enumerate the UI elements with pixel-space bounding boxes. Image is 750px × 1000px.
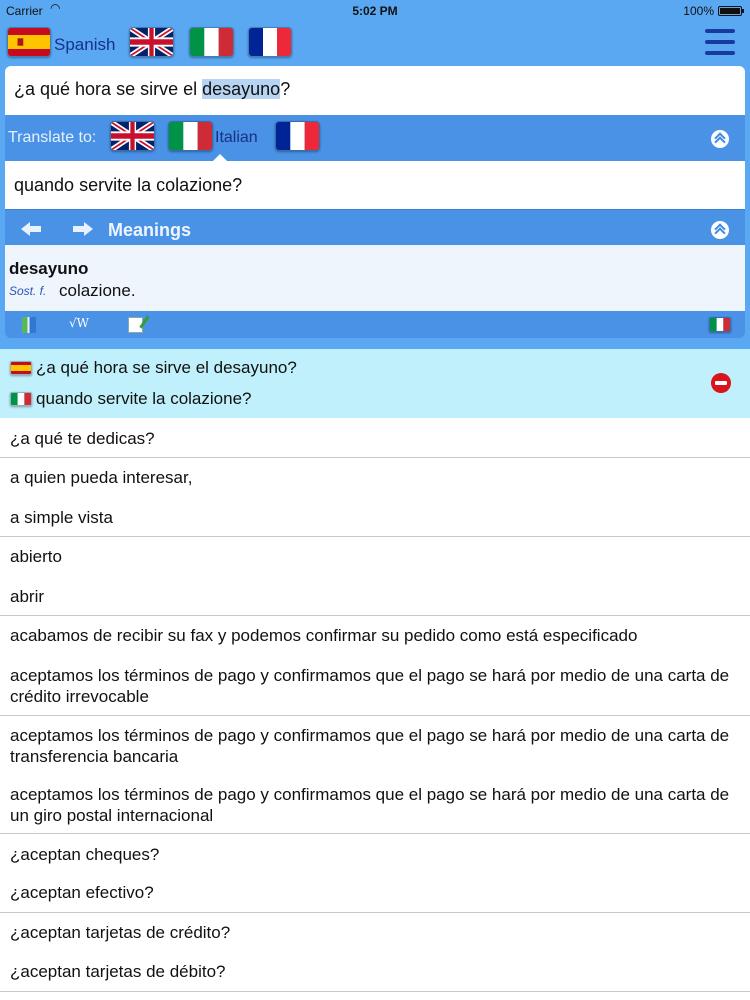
- list-item-text: ¿aceptan cheques?: [10, 845, 160, 864]
- list-item[interactable]: [0, 913, 750, 952]
- list-item[interactable]: [0, 873, 750, 912]
- list-item[interactable]: [0, 418, 750, 457]
- list-item-text: a quien pueda interesar,: [10, 468, 193, 487]
- meanings-title: Meanings: [108, 220, 192, 240]
- list-item-text: abierto: [10, 547, 62, 566]
- meaning-text: colazione.: [59, 281, 136, 300]
- history-selected-row[interactable]: [0, 349, 750, 418]
- carrier-label: Carrier: [6, 4, 43, 18]
- list-item[interactable]: [0, 537, 750, 576]
- wifi-icon: ◠: [50, 1, 61, 15]
- divider: [0, 991, 750, 992]
- france-flag-icon[interactable]: [275, 121, 320, 151]
- list-item[interactable]: [0, 655, 750, 715]
- history-source-text: ¿a qué hora se sirve el desayuno?: [36, 358, 297, 377]
- highlighted-word[interactable]: desayuno: [202, 79, 281, 99]
- menu-icon[interactable]: [705, 29, 735, 55]
- remove-icon[interactable]: [711, 373, 731, 393]
- uk-flag-icon[interactable]: [110, 121, 155, 151]
- list-item-text: acabamos de recibir su fax y podemos confirmar su pedido como está especificado: [10, 626, 638, 645]
- list-item-text: ¿a qué te dedicas?: [10, 429, 155, 448]
- meanings-panel: [5, 245, 745, 311]
- italy-flag-icon[interactable]: [189, 27, 234, 57]
- back-arrow-icon[interactable]: [21, 222, 41, 236]
- translate-to-label: Translate to:: [8, 129, 97, 146]
- italy-flag-icon[interactable]: [168, 121, 213, 151]
- part-of-speech: Sost. f.: [9, 284, 47, 298]
- italy-flag-icon: [10, 392, 32, 406]
- list-item-text: ¿aceptan efectivo?: [10, 883, 154, 902]
- phrase-list: [0, 418, 750, 1000]
- list-item[interactable]: [0, 716, 750, 775]
- target-language-label[interactable]: Italian: [215, 129, 258, 146]
- source-language-label[interactable]: Spanish: [54, 35, 116, 54]
- spain-flag-icon: [10, 361, 32, 375]
- uk-flag-icon[interactable]: [129, 27, 174, 57]
- list-item[interactable]: [0, 775, 750, 833]
- list-item[interactable]: [0, 497, 750, 536]
- dictionary-book-icon[interactable]: [22, 317, 36, 333]
- meaning-word: desayuno: [9, 259, 89, 278]
- list-item[interactable]: [0, 952, 750, 991]
- list-item[interactable]: [0, 458, 750, 497]
- list-item[interactable]: [0, 834, 750, 873]
- translate-to-bar: [5, 115, 745, 161]
- translation-text: quando servite la colazione?: [14, 175, 243, 195]
- list-item-text: aceptamos los términos de pago y confirmamos que el pago se hará por medio de una carta de un giro postal internacional: [10, 785, 730, 825]
- list-item-text: a simple vista: [10, 508, 113, 527]
- history-target-text: quando servite la colazione?: [36, 389, 252, 408]
- collapse-meanings-icon[interactable]: [711, 221, 729, 239]
- note-edit-icon[interactable]: [128, 317, 143, 333]
- list-item-text: ¿aceptan tarjetas de crédito?: [10, 923, 231, 942]
- list-item-text: ¿aceptan tarjetas de débito?: [10, 962, 226, 981]
- battery-icon: [718, 6, 742, 16]
- collapse-translation-icon[interactable]: [711, 130, 729, 148]
- list-item-text: abrir: [10, 587, 45, 606]
- france-flag-icon[interactable]: [248, 27, 292, 57]
- battery-percentage: 100%: [683, 4, 714, 18]
- source-text-input[interactable]: [5, 66, 745, 115]
- status-bar: [0, 0, 750, 22]
- list-item[interactable]: [0, 576, 750, 615]
- status-time: 5:02 PM: [352, 4, 398, 18]
- list-item-text: aceptamos los términos de pago y confirmamos que el pago se hará por medio de una carta de transferencia bancaria: [10, 726, 730, 766]
- spain-flag-icon[interactable]: [7, 27, 51, 57]
- list-item[interactable]: [0, 616, 750, 655]
- translation-output: [5, 161, 745, 209]
- italy-flag-icon[interactable]: [709, 317, 731, 332]
- list-item-text: aceptamos los términos de pago y confirmamos que el pago se hará por medio de una carta de crédito irrevocable: [10, 666, 730, 706]
- meanings-bar: [5, 209, 745, 245]
- tools-bar: [5, 311, 745, 338]
- wikipedia-icon[interactable]: √W: [69, 316, 89, 330]
- source-text[interactable]: ¿a qué hora se sirve el desayuno?: [14, 79, 291, 99]
- forward-arrow-icon[interactable]: [73, 222, 93, 236]
